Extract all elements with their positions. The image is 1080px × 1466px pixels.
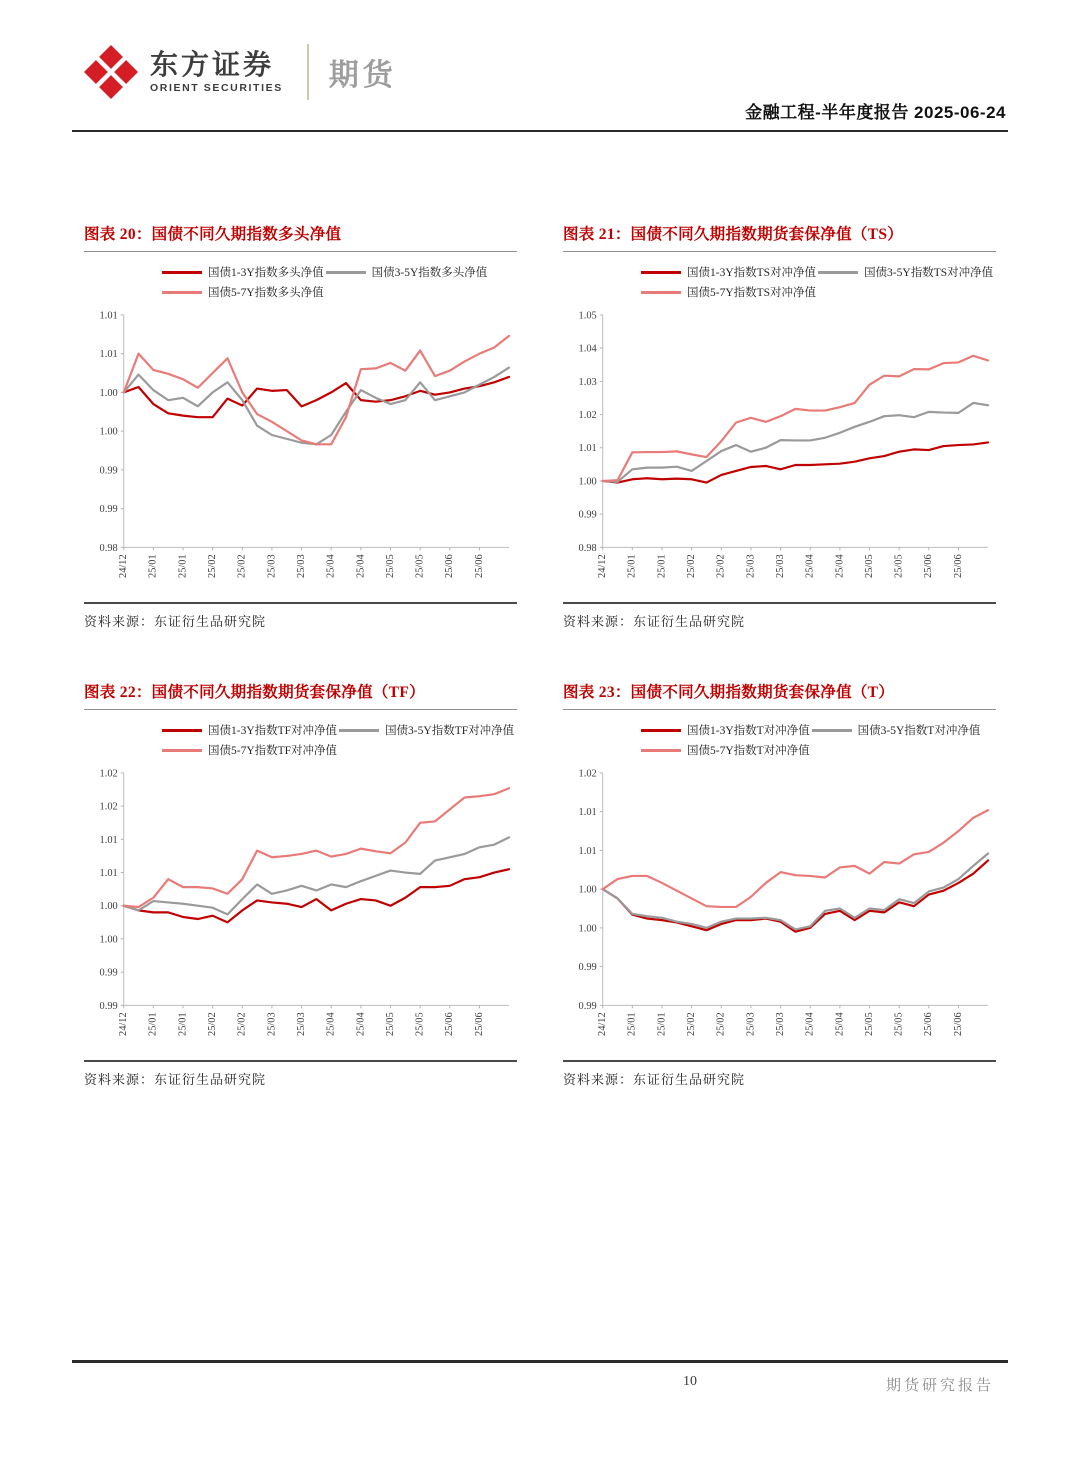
legend-label: 国债1-3Y指数TS对冲净值 bbox=[687, 267, 817, 279]
brand-name-cn: 东方证券 bbox=[150, 49, 275, 80]
legend-line-swatch bbox=[812, 729, 852, 732]
svg-text:1.01: 1.01 bbox=[99, 868, 118, 880]
chart-title: 图表 20：国债不同久期指数多头净值 bbox=[84, 222, 517, 252]
svg-text:25/03: 25/03 bbox=[774, 1012, 786, 1036]
svg-text:0.99: 0.99 bbox=[99, 1000, 118, 1012]
chart-title: 图表 21：国债不同久期指数期货套保净值（TS） bbox=[563, 222, 996, 252]
svg-text:25/04: 25/04 bbox=[355, 554, 367, 578]
svg-text:1.01: 1.01 bbox=[578, 845, 597, 857]
legend-item bbox=[641, 742, 810, 758]
svg-text:1.04: 1.04 bbox=[578, 343, 597, 355]
legend-label: 国债5-7Y指数TS对冲净值 bbox=[687, 287, 817, 299]
legend-item bbox=[818, 264, 993, 280]
brand-name-en: ORIENT SECURITIES bbox=[150, 82, 283, 94]
svg-text:1.03: 1.03 bbox=[578, 376, 597, 388]
legend-item bbox=[641, 722, 810, 738]
legend-item bbox=[641, 264, 816, 280]
svg-text:0.98: 0.98 bbox=[578, 542, 597, 554]
legend-item bbox=[812, 722, 981, 738]
svg-text:1.01: 1.01 bbox=[578, 807, 597, 819]
svg-text:25/05: 25/05 bbox=[893, 554, 905, 578]
svg-text:0.99: 0.99 bbox=[99, 967, 118, 979]
legend-label: 国债5-7Y指数T对冲净值 bbox=[687, 745, 810, 757]
chart-title: 图表 22：国债不同久期指数期货套保净值（TF） bbox=[84, 680, 517, 710]
svg-text:25/01: 25/01 bbox=[626, 554, 638, 578]
legend-row bbox=[641, 262, 996, 282]
chart-legend bbox=[162, 720, 517, 760]
svg-text:1.02: 1.02 bbox=[99, 768, 118, 780]
chart-block-20 bbox=[84, 222, 517, 630]
legend-line-swatch bbox=[641, 729, 681, 732]
svg-text:25/06: 25/06 bbox=[444, 554, 456, 578]
svg-text:25/05: 25/05 bbox=[384, 1012, 396, 1036]
legend-label: 国债3-5Y指数TF对冲净值 bbox=[385, 725, 515, 737]
chart-legend bbox=[641, 720, 996, 760]
svg-text:24/12: 24/12 bbox=[597, 554, 609, 578]
chart-block-22 bbox=[84, 680, 517, 1088]
svg-text:25/01: 25/01 bbox=[656, 1012, 668, 1036]
svg-text:25/02: 25/02 bbox=[685, 554, 697, 578]
svg-text:0.99: 0.99 bbox=[578, 962, 597, 974]
svg-text:1.05: 1.05 bbox=[578, 310, 597, 322]
svg-text:25/05: 25/05 bbox=[384, 554, 396, 578]
line-chart bbox=[84, 762, 517, 1054]
svg-text:25/03: 25/03 bbox=[774, 554, 786, 578]
svg-text:1.00: 1.00 bbox=[578, 476, 597, 488]
legend-line-swatch bbox=[162, 749, 202, 752]
legend-line-swatch bbox=[162, 291, 202, 294]
svg-text:25/01: 25/01 bbox=[147, 554, 159, 578]
legend-label: 国债1-3Y指数多头净值 bbox=[208, 267, 324, 279]
source-label: 资料来源： bbox=[84, 614, 155, 629]
svg-text:0.99: 0.99 bbox=[578, 509, 597, 521]
chart-source bbox=[84, 1060, 517, 1088]
report-type-label: 金融工程-半年度报告 2025-06-24 bbox=[745, 103, 1006, 122]
header-brand bbox=[84, 44, 397, 100]
source-value: 东证衍生品研究院 bbox=[633, 1072, 746, 1087]
svg-text:25/06: 25/06 bbox=[952, 554, 964, 578]
svg-text:25/05: 25/05 bbox=[863, 554, 875, 578]
svg-text:25/02: 25/02 bbox=[685, 1012, 697, 1036]
svg-text:0.99: 0.99 bbox=[99, 465, 118, 477]
svg-text:1.02: 1.02 bbox=[578, 768, 597, 780]
svg-text:25/02: 25/02 bbox=[206, 554, 218, 578]
svg-text:1.00: 1.00 bbox=[578, 884, 597, 896]
legend-row bbox=[162, 282, 517, 302]
svg-text:25/06: 25/06 bbox=[444, 1012, 456, 1036]
source-value: 东证衍生品研究院 bbox=[154, 614, 267, 629]
svg-text:25/04: 25/04 bbox=[804, 554, 816, 578]
chart-source bbox=[563, 602, 996, 630]
svg-text:24/12: 24/12 bbox=[118, 1012, 130, 1036]
legend-row bbox=[641, 282, 996, 302]
chart-title: 图表 23：国债不同久期指数期货套保净值（T） bbox=[563, 680, 996, 710]
legend-item bbox=[162, 284, 324, 300]
charts-grid bbox=[84, 222, 996, 1088]
svg-text:1.02: 1.02 bbox=[99, 801, 118, 813]
svg-text:0.98: 0.98 bbox=[99, 542, 118, 554]
brand-divider bbox=[307, 44, 309, 100]
svg-text:1.01: 1.01 bbox=[99, 834, 118, 846]
legend-label: 国债5-7Y指数多头净值 bbox=[208, 287, 324, 299]
legend-row bbox=[162, 262, 517, 282]
legend-line-swatch bbox=[641, 749, 681, 752]
svg-text:24/12: 24/12 bbox=[118, 554, 130, 578]
header-rule bbox=[72, 130, 1008, 132]
svg-text:25/02: 25/02 bbox=[206, 1012, 218, 1036]
source-label: 资料来源： bbox=[563, 614, 634, 629]
legend-line-swatch bbox=[326, 271, 366, 274]
svg-text:25/05: 25/05 bbox=[863, 1012, 875, 1036]
legend-line-swatch bbox=[162, 729, 202, 732]
svg-text:1.01: 1.01 bbox=[99, 349, 118, 361]
svg-text:25/06: 25/06 bbox=[952, 1012, 964, 1036]
svg-text:25/04: 25/04 bbox=[325, 554, 337, 578]
svg-text:25/01: 25/01 bbox=[626, 1012, 638, 1036]
svg-text:25/04: 25/04 bbox=[325, 1012, 337, 1036]
svg-text:24/12: 24/12 bbox=[597, 1012, 609, 1036]
svg-text:1.02: 1.02 bbox=[578, 410, 597, 422]
svg-text:25/01: 25/01 bbox=[177, 554, 189, 578]
legend-line-swatch bbox=[339, 729, 379, 732]
svg-text:25/01: 25/01 bbox=[656, 554, 668, 578]
svg-text:25/05: 25/05 bbox=[414, 554, 426, 578]
legend-label: 国债1-3Y指数T对冲净值 bbox=[687, 725, 810, 737]
source-value: 东证衍生品研究院 bbox=[633, 614, 746, 629]
chart-block-21 bbox=[563, 222, 996, 630]
svg-text:25/04: 25/04 bbox=[834, 554, 846, 578]
svg-text:25/03: 25/03 bbox=[266, 1012, 278, 1036]
brand-tag-futures: 期货 bbox=[328, 59, 397, 92]
legend-row bbox=[162, 740, 517, 760]
svg-text:25/02: 25/02 bbox=[715, 554, 727, 578]
chart-source bbox=[84, 602, 517, 630]
svg-text:0.99: 0.99 bbox=[99, 504, 118, 516]
svg-text:25/06: 25/06 bbox=[473, 554, 485, 578]
legend-label: 国债3-5Y指数TS对冲净值 bbox=[864, 267, 994, 279]
page-number: 10 bbox=[683, 1374, 697, 1389]
source-label: 资料来源： bbox=[84, 1072, 155, 1087]
svg-text:25/03: 25/03 bbox=[745, 1012, 757, 1036]
svg-text:25/06: 25/06 bbox=[923, 554, 935, 578]
brand-text bbox=[150, 50, 283, 94]
chart-legend bbox=[641, 262, 996, 302]
svg-text:0.99: 0.99 bbox=[578, 1000, 597, 1012]
legend-line-swatch bbox=[641, 291, 681, 294]
svg-text:25/03: 25/03 bbox=[745, 554, 757, 578]
svg-text:25/05: 25/05 bbox=[414, 1012, 426, 1036]
svg-text:1.00: 1.00 bbox=[99, 901, 118, 913]
svg-text:1.00: 1.00 bbox=[99, 387, 118, 399]
legend-row bbox=[641, 720, 996, 740]
svg-text:1.01: 1.01 bbox=[99, 310, 118, 322]
svg-text:25/02: 25/02 bbox=[715, 1012, 727, 1036]
svg-text:1.00: 1.00 bbox=[99, 426, 118, 438]
legend-row bbox=[641, 740, 996, 760]
footer-rule bbox=[72, 1360, 1008, 1363]
svg-text:25/03: 25/03 bbox=[266, 554, 278, 578]
legend-item bbox=[326, 264, 488, 280]
legend-label: 国债1-3Y指数TF对冲净值 bbox=[208, 725, 338, 737]
legend-item bbox=[162, 264, 324, 280]
legend-label: 国债5-7Y指数TF对冲净值 bbox=[208, 745, 338, 757]
legend-item bbox=[339, 722, 514, 738]
source-label: 资料来源： bbox=[563, 1072, 634, 1087]
svg-text:25/04: 25/04 bbox=[834, 1012, 846, 1036]
svg-text:25/06: 25/06 bbox=[923, 1012, 935, 1036]
legend-line-swatch bbox=[641, 271, 681, 274]
svg-text:1.00: 1.00 bbox=[99, 934, 118, 946]
legend-item bbox=[162, 742, 337, 758]
svg-text:25/04: 25/04 bbox=[804, 1012, 816, 1036]
line-chart bbox=[563, 304, 996, 596]
legend-line-swatch bbox=[818, 271, 858, 274]
source-value: 东证衍生品研究院 bbox=[154, 1072, 267, 1087]
svg-text:25/01: 25/01 bbox=[147, 1012, 159, 1036]
svg-text:25/06: 25/06 bbox=[473, 1012, 485, 1036]
legend-label: 国债3-5Y指数多头净值 bbox=[371, 267, 488, 279]
footer-report-series-label: 期货研究报告 bbox=[885, 1378, 994, 1394]
svg-text:1.00: 1.00 bbox=[578, 923, 597, 935]
line-chart bbox=[84, 304, 517, 596]
chart-source bbox=[563, 1060, 996, 1088]
legend-label: 国债3-5Y指数T对冲净值 bbox=[857, 725, 981, 737]
legend-line-swatch bbox=[162, 271, 202, 274]
svg-text:25/03: 25/03 bbox=[295, 1012, 307, 1036]
chart-legend bbox=[162, 262, 517, 302]
legend-item bbox=[641, 284, 816, 300]
svg-text:25/05: 25/05 bbox=[893, 1012, 905, 1036]
svg-text:1.01: 1.01 bbox=[578, 443, 597, 455]
svg-text:25/03: 25/03 bbox=[295, 554, 307, 578]
svg-text:25/04: 25/04 bbox=[355, 1012, 367, 1036]
svg-text:25/01: 25/01 bbox=[177, 1012, 189, 1036]
svg-text:25/02: 25/02 bbox=[236, 1012, 248, 1036]
svg-text:25/02: 25/02 bbox=[236, 554, 248, 578]
orient-securities-logo-icon bbox=[84, 45, 138, 99]
legend-item bbox=[162, 722, 337, 738]
line-chart bbox=[563, 762, 996, 1054]
legend-row bbox=[162, 720, 517, 740]
chart-block-23 bbox=[563, 680, 996, 1088]
